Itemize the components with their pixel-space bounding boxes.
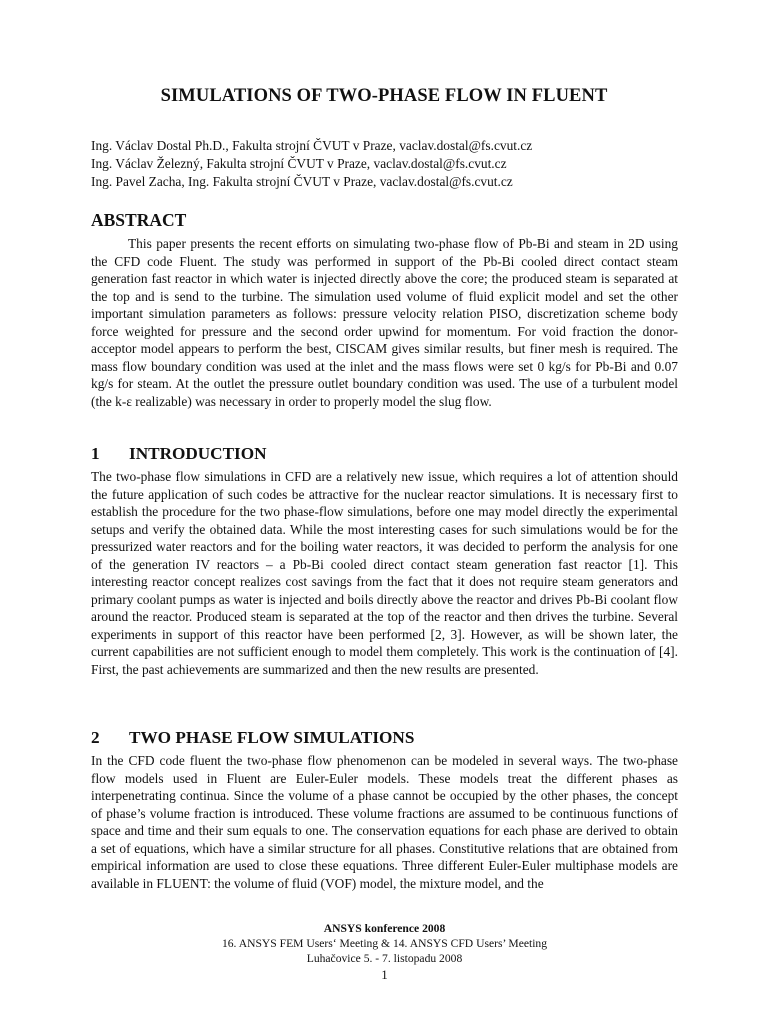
section-2-text: In the CFD code fluent the two-phase flow phenomenon can be modeled in several ways. The two-phase flow models used in Fluent are Euler-Euler models. These models treat the different phases as interpenetrating continua. Since the volume of a phase cannot be occupied by the other phases, the concept of phase’s volume fraction is introduced. These volume fractions are assumed to be continuous functions of space and time and their sum equals to one. The conservation equations for each phase are derived to obtain a set of equations, which have a similar structure for all phases. Constitutive relations that are obtained from empirical information are used to close these equations. Three different Euler-Euler multiphase models are available in FLUENT: the volume of fluid (VOF) model, the mixture model, and the <box>91 753 678 891</box>
abstract-text: This paper presents the recent efforts on simulating two-phase flow of Pb-Bi and steam in 2D using the CFD code Fluent. The study was performed in support of the Pb-Bi cooled direct contact steam generation fast reactor in which water is injected directly above the core; the produced steam is separated at the top and is send to the turbine. The simulation used volume of fluid explicit model and set the other important simulation parameters as follows: pressure velocity relation PISO, discretization scheme body force weighted for pressure and the second order upwind for momentum. For void fraction the donor-acceptor model appears to perform the best, CISCAM gives similar results, but finer mesh is required. The mass flow boundary condition was used at the inlet and the mass flows were set 0 kg/s for Pb-Bi and 0.07 kg/s for steam. At the outlet the pressure outlet boundary condition was used. The use of a turbulent model (the k-ε realizable) was necessary in order to properly model the slug flow. <box>91 236 678 409</box>
page-number: 1 <box>381 967 388 982</box>
section-1-number: 1 <box>91 444 100 463</box>
section-2-title: TWO PHASE FLOW SIMULATIONS <box>129 728 415 747</box>
section-1-title: INTRODUCTION <box>129 444 267 463</box>
footer-location-date: Luhačovice 5. - 7. listopadu 2008 <box>306 952 463 965</box>
author-line-3: Ing. Pavel Zacha, Ing. Fakulta strojní ČVUT v Praze, vaclav.dostal@fs.cvut.cz <box>91 173 513 189</box>
author-list <box>91 137 691 190</box>
footer-conference: ANSYS konference 2008 <box>323 922 446 935</box>
section-2-heading <box>91 728 414 748</box>
section-1-heading <box>91 444 267 464</box>
footer-meeting: 16. ANSYS FEM Users‘ Meeting & 14. ANSYS CFD Users’ Meeting <box>221 937 548 950</box>
author-line-1: Ing. Václav Dostal Ph.D., Fakulta strojní ČVUT v Praze, vaclav.dostal@fs.cvut.cz <box>91 138 533 153</box>
section-2-number: 2 <box>91 728 100 747</box>
page-footer <box>91 921 678 966</box>
author-line-2: Ing. Václav Železný, Fakulta strojní ČVUT v Praze, vaclav.dostal@fs.cvut.cz <box>91 155 507 171</box>
section-1-text: The two-phase flow simulations in CFD are a relatively new issue, which requires a lot of attention should the future application of such codes be attractive for the nuclear reactor simulations. It is necessary first to establish the procedure for the two phase-flow simulations, before one may model directly the experimental setups and verify the obtained data. While the most interesting cases for such simulations would be for the pressurized water reactors and for the boiling water reactors, it was decided to perform the analysis for one of the generation IV reactors – a Pb-Bi cooled direct contact steam generation fast reactor [1]. This interesting reactor concept realizes cost savings from the fact that it does not require steam generators and primary coolant pumps as water is injected and boils directly above the reactor and drives Pb-Bi coolant flow around the reactor. Produced steam is separated at the top of the reactor and then drives the turbine. Several experiments in support of this reactor have been performed [2, 3]. However, as will be shown later, the current capabilities are not sufficient enough to model them completely. This work is the continuation of [4]. First, the past achievements are summarized and then the new results are presented. <box>91 469 678 677</box>
abstract-heading: ABSTRACT <box>91 210 187 230</box>
paper-title: SIMULATIONS OF TWO-PHASE FLOW IN FLUENT <box>160 86 608 106</box>
